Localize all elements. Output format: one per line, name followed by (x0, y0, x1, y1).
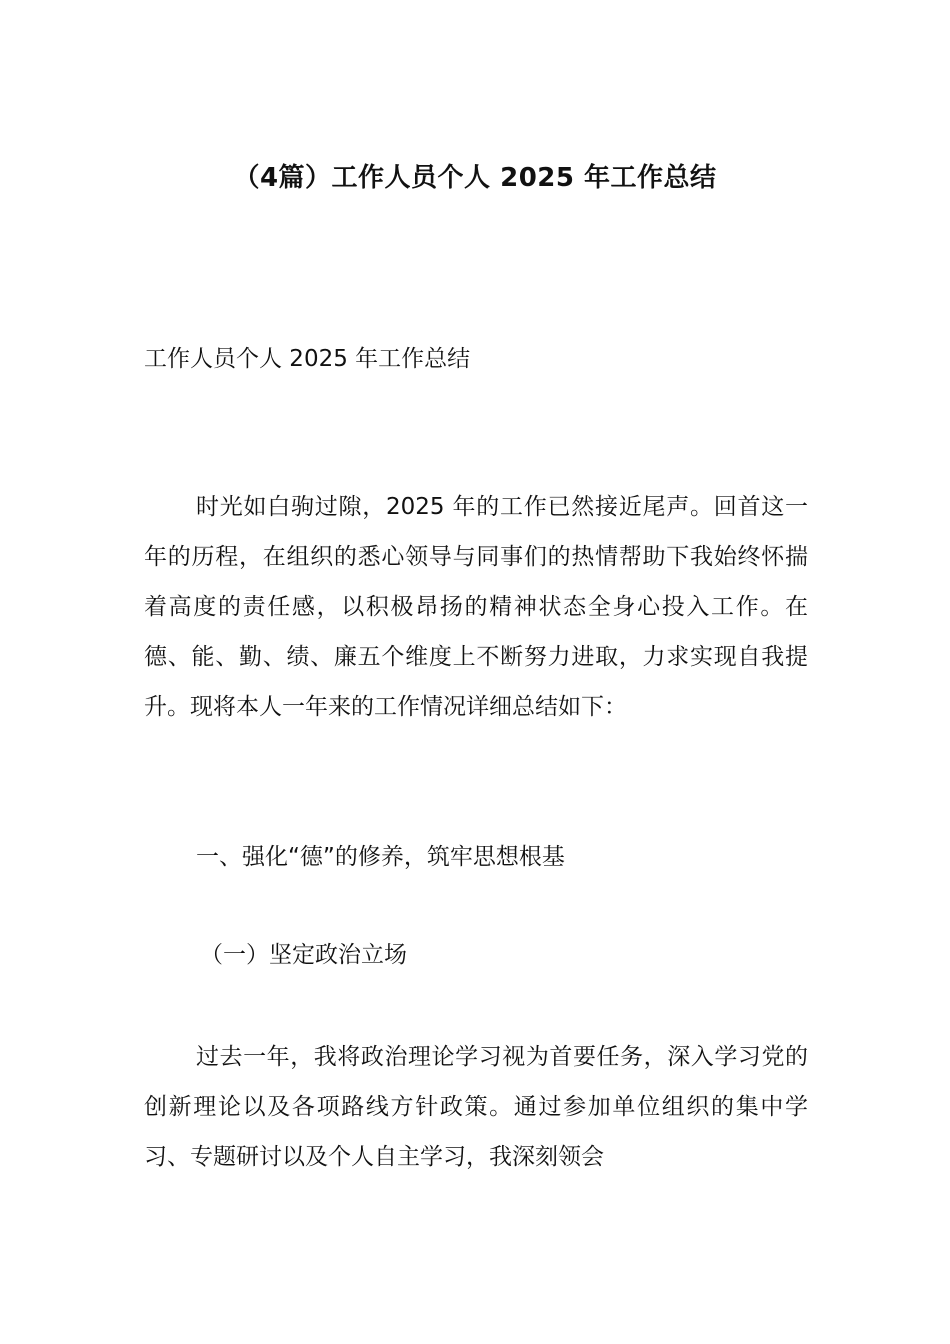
document-title: （4篇）工作人员个人 2025 年工作总结 (233, 163, 717, 193)
subsection-heading: （一）坚定政治立场 (200, 942, 407, 968)
document-subtitle: 工作人员个人 2025 年工作总结 (144, 346, 471, 372)
intro-paragraph: 时光如白驹过隙，2025 年的工作已然接近尾声。回首这一年的历程，在组织的悉心领导与同事们的热情帮助下我始终怀揣着高度的责任感，以积极昂扬的精神状态全身心投入工作。在德、能、勤、绩、廉五个维度上不断努力进取，力求实现自我提升。现将本人一年来的工作情况详细总结如下： (144, 494, 808, 720)
section-heading: 一、强化“德”的修养，筑牢思想根基 (196, 844, 565, 870)
body-paragraph: 过去一年，我将政治理论学习视为首要任务，深入学习党的创新理论以及各项路线方针政策。通过参加单位组织的集中学习、专题研讨以及个人自主学习，我深刻领会 (144, 1044, 808, 1170)
